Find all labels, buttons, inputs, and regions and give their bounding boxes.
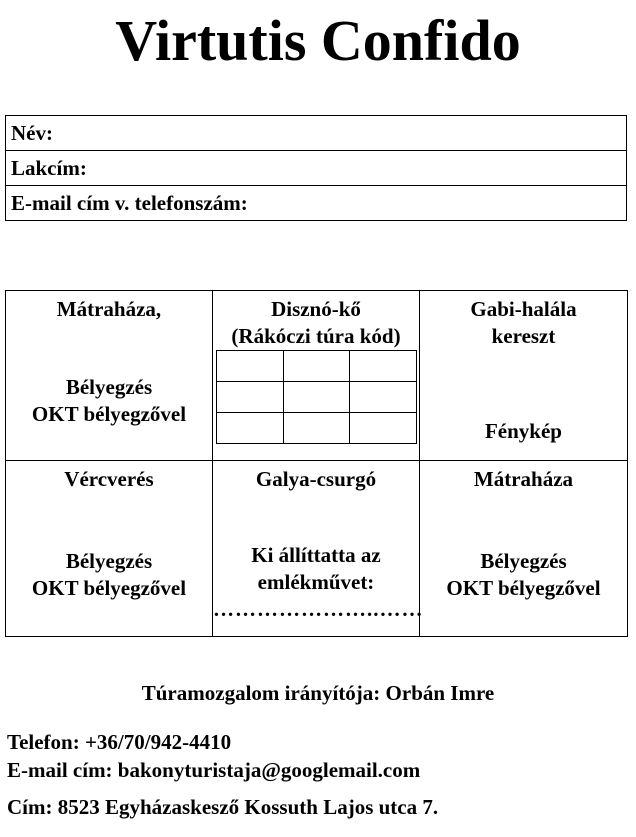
- code-box[interactable]: [283, 382, 350, 413]
- checkpoint-matrahaza-2[interactable]: [420, 461, 628, 637]
- checkpoint-table: [5, 290, 628, 637]
- info-row-contact: [6, 186, 627, 221]
- code-box[interactable]: [217, 351, 284, 382]
- photo-instruction: Fénykép: [484, 419, 562, 443]
- checkpoint-title: Vércverés: [64, 467, 154, 491]
- address-field[interactable]: [6, 151, 627, 186]
- stamp-instruction-detail: OKT bélyegzővel: [31, 576, 187, 600]
- checkpoint-title: Mátraháza,: [56, 297, 162, 321]
- checkpoint-subtitle: kereszt: [491, 324, 556, 348]
- answer-blank[interactable]: …………………..……: [213, 597, 424, 621]
- organizer-line: Túramozgalom irányítója: Orbán Imre: [141, 681, 495, 705]
- code-grid: [216, 350, 417, 444]
- organizer-address: Cím: 8523 Egyházaskesző Kossuth Lajos utca 7.: [7, 795, 439, 819]
- code-box[interactable]: [350, 351, 417, 382]
- code-box[interactable]: [217, 413, 284, 444]
- checkpoint-row: [6, 291, 628, 461]
- code-box[interactable]: [283, 413, 350, 444]
- organizer-phone: Telefon: +36/70/942-4410: [7, 730, 232, 754]
- stamp-instruction-detail: OKT bélyegzővel: [446, 576, 601, 600]
- code-box[interactable]: [350, 382, 417, 413]
- stamp-instruction-detail: OKT bélyegzővel: [31, 402, 187, 426]
- checkpoint-disznoko: [213, 291, 420, 461]
- stamp-instruction: Bélyegzés: [65, 375, 153, 399]
- organizer-email: E-mail cím: bakonyturistaja@googlemail.com: [7, 758, 421, 782]
- checkpoint-title: Mátraháza: [473, 467, 574, 491]
- checkpoint-title: Gabi-halála: [470, 297, 577, 321]
- checkpoint-title: Disznó-kő: [271, 297, 361, 321]
- checkpoint-subtitle: (Rákóczi túra kód): [231, 324, 401, 348]
- checkpoint-matrahaza-1[interactable]: [6, 291, 213, 461]
- code-box[interactable]: [217, 382, 284, 413]
- name-field[interactable]: [6, 116, 627, 151]
- info-row-address: [6, 151, 627, 186]
- stamp-instruction: Bélyegzés: [480, 549, 567, 573]
- stamp-instruction: Bélyegzés: [65, 549, 153, 573]
- contact-field[interactable]: [6, 186, 627, 221]
- document-title: Virtutis Confido: [115, 8, 521, 73]
- checkpoint-gabi-halala[interactable]: [420, 291, 628, 461]
- code-box[interactable]: [350, 413, 417, 444]
- info-row-name: [6, 116, 627, 151]
- checkpoint-title: Galya-csurgó: [255, 467, 377, 491]
- checkpoint-vercveres[interactable]: [6, 461, 213, 637]
- question-line1: Ki állíttatta az: [251, 543, 381, 567]
- checkpoint-row: [6, 461, 628, 637]
- code-box[interactable]: [283, 351, 350, 382]
- address-label: Lakcím:: [11, 156, 87, 180]
- checkpoint-galya-csurgo[interactable]: [213, 461, 424, 637]
- participant-info-table: [5, 115, 627, 221]
- contact-label: E-mail cím v. telefonszám:: [11, 191, 248, 215]
- question-line2: emlékművet:: [257, 570, 375, 594]
- name-label: Név:: [11, 121, 53, 145]
